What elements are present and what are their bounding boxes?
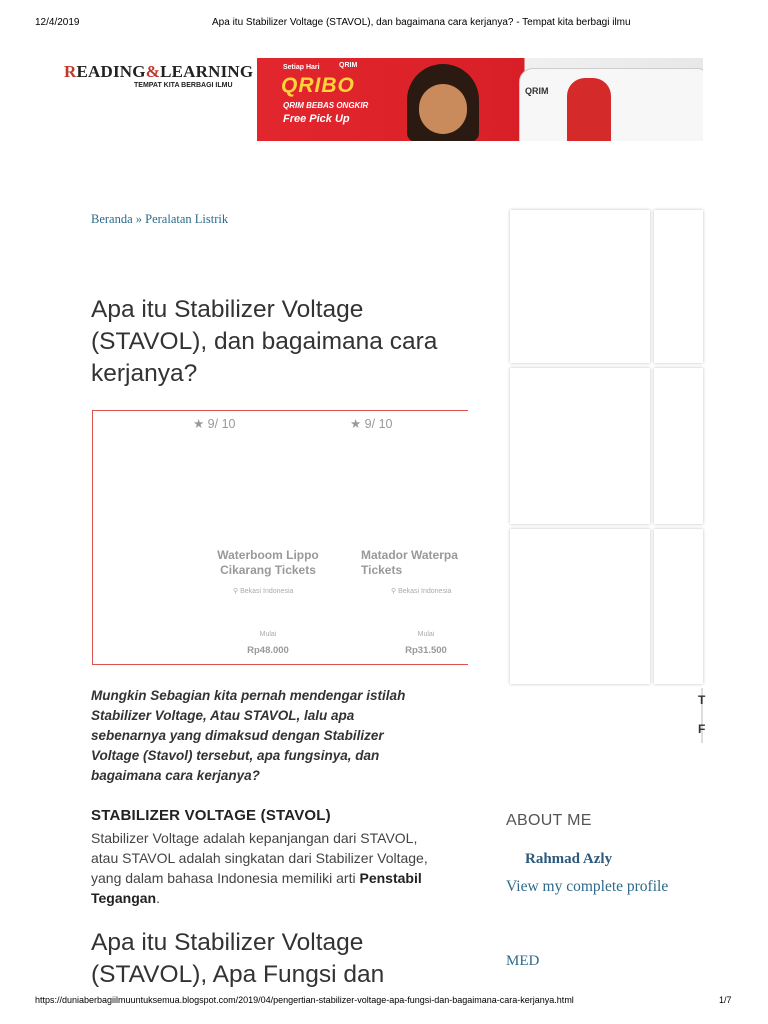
profile-link[interactable]: View my complete profile <box>506 878 669 895</box>
banner-line3: Free Pick Up <box>283 113 350 125</box>
site-logo[interactable] <box>64 62 253 82</box>
banner-line1: Setiap Hari <box>283 64 320 71</box>
banner-brand: QRIM <box>339 62 358 69</box>
banner-headline: QRIBO <box>281 74 355 97</box>
sidebar-partial-2: F <box>698 722 706 736</box>
logo-part2: LEARNING <box>160 62 254 81</box>
ad-location-2 <box>391 587 451 595</box>
ad-rating-1: ★ 9/ 10 <box>193 417 236 431</box>
ad-from-2: Mulai <box>417 631 435 638</box>
ad-location-2-text: Bekasi Indonesia <box>398 588 452 595</box>
ad-item-name-1[interactable]: Waterboom Lippo Cikarang Tickets <box>217 548 319 577</box>
ad-from-1: Mulai <box>259 631 277 638</box>
ad-price-2: Rp31.500 <box>405 645 447 656</box>
banner-person-face <box>419 84 467 134</box>
article-paragraph <box>91 828 441 908</box>
ad-item-name-2[interactable]: Matador Waterpa Tickets <box>361 548 458 577</box>
logo-tagline: TEMPAT KITA BERBAGI ILMU <box>134 82 233 89</box>
paragraph-bold: Penstabil Tegangan <box>91 870 422 906</box>
article-lead: Mungkin Sebagian kita pernah mendengar istilah Stabilizer Voltage, Atau STAVOL, lalu apa sebenarnya yang dimaksud dengan Stabilizer Voltage (Stavol) tersebut, apa fungsinya, dan bagaimana cara kerjanya? <box>91 688 406 783</box>
author-name[interactable]: Rahmad Azly <box>525 851 613 867</box>
logo-part1: EADING <box>76 62 146 81</box>
paragraph-end: . <box>156 890 160 906</box>
pin-icon: ⚲ <box>391 588 399 595</box>
about-heading: ABOUT ME <box>506 812 592 829</box>
print-page-number: 1/7 <box>719 995 732 1005</box>
section-heading: STABILIZER VOLTAGE (STAVOL) <box>91 807 331 824</box>
banner-ad[interactable] <box>257 58 703 141</box>
sidebar-med[interactable]: MED <box>506 953 540 969</box>
paragraph-text: Stabilizer Voltage adalah kepanjangan dari STAVOL, atau STAVOL adalah singkatan dari Stabilizer Voltage, yang dalam bahasa Indonesia memiliki arti <box>91 830 428 886</box>
print-date: 12/4/2019 <box>35 17 80 28</box>
sidebar-partial-1: T <box>698 693 706 707</box>
sidebar-tile[interactable] <box>654 210 703 363</box>
ad-price-1: Rp48.000 <box>247 645 289 656</box>
logo-amp: & <box>145 62 161 81</box>
ad-widget <box>92 410 468 665</box>
sidebar-tile[interactable] <box>510 368 650 524</box>
sidebar-tile[interactable] <box>510 210 650 363</box>
breadcrumb[interactable]: Beranda » Peralatan Listrik <box>91 212 229 226</box>
article-heading-2: Apa itu Stabilizer Voltage (STAVOL), Apa Fungsi dan <box>91 929 385 988</box>
banner-line2: QRIM BEBAS ONGKIR <box>283 101 369 110</box>
logo-r: R <box>64 62 77 81</box>
sidebar-tile[interactable] <box>654 529 703 684</box>
pin-icon: ⚲ <box>233 588 241 595</box>
sidebar-tile[interactable] <box>510 529 650 684</box>
page-title: Apa itu Stabilizer Voltage (STAVOL), dan bagaimana cara kerjanya? <box>91 296 438 387</box>
print-title: Apa itu Stabilizer Voltage (STAVOL), dan bagaimana cara kerjanya? - Tempat kita berbagi ilmu <box>212 17 631 28</box>
ad-location-1 <box>233 587 293 595</box>
banner-courier <box>567 78 611 141</box>
print-url: https://duniaberbagiilmuuntuksemua.blogspot.com/2019/04/pengertian-stabilizer-voltage-apa-fungsi-dan-bagaimana-cara-kerjanya.html <box>35 995 574 1005</box>
banner-van <box>519 68 703 141</box>
sidebar-tile[interactable] <box>654 368 703 524</box>
banner-van-label: QRIM <box>525 86 549 96</box>
ad-location-1-text: Bekasi Indonesia <box>240 588 294 595</box>
ad-rating-2: ★ 9/ 10 <box>350 417 393 431</box>
